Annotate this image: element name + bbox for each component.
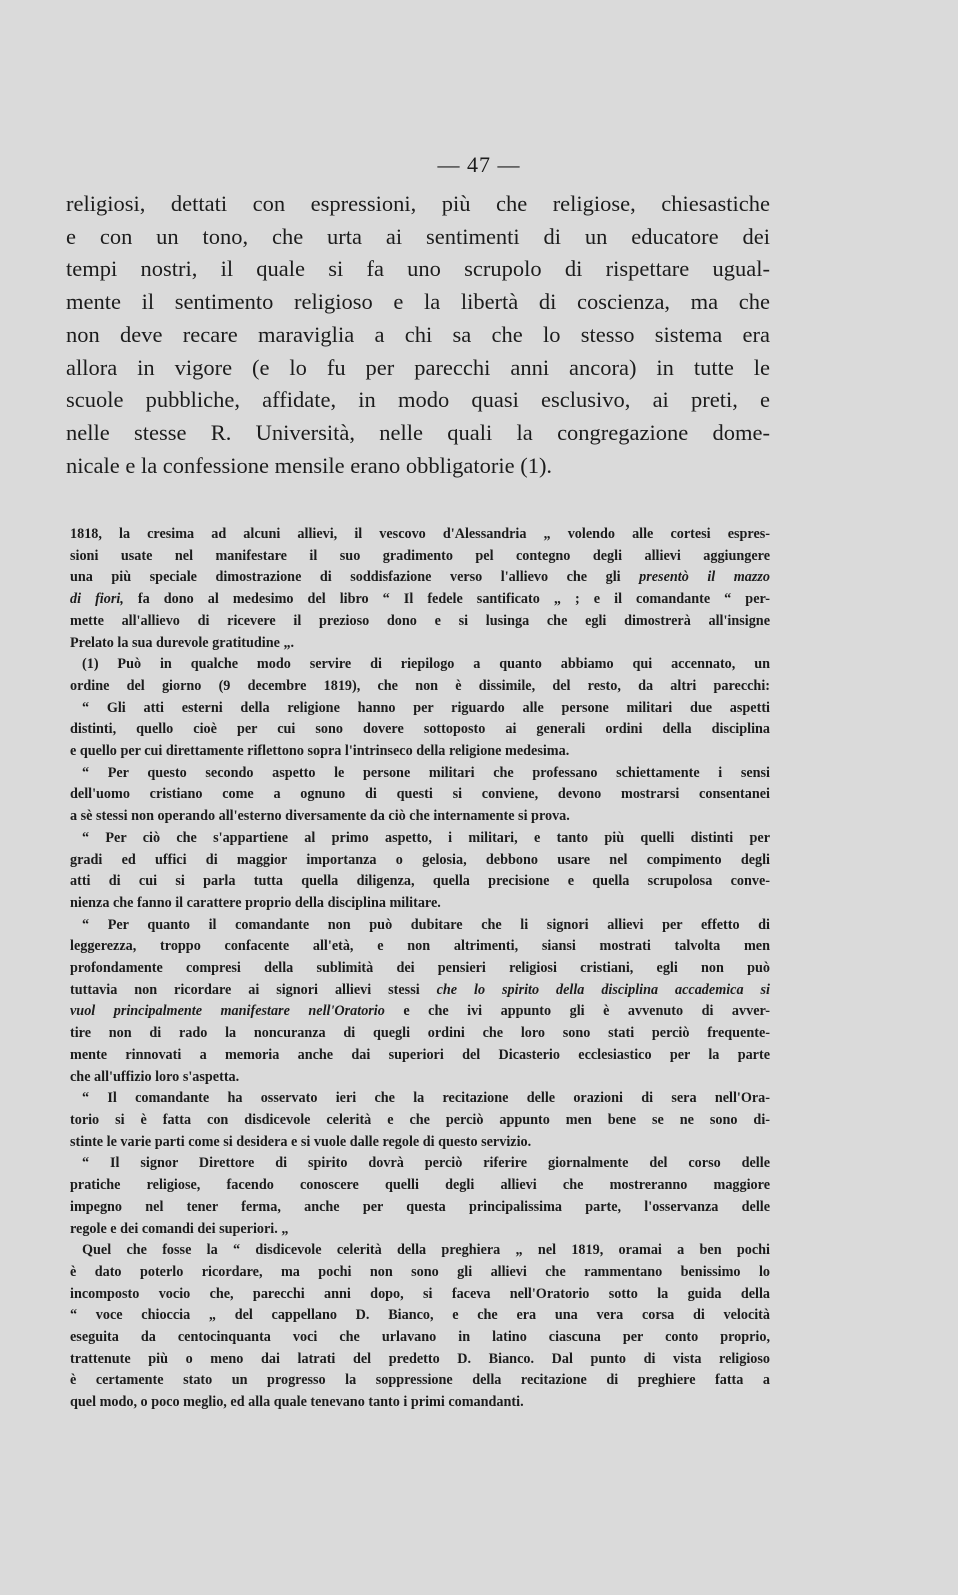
note-line: ordine del giorno (9 decembre 1819), che non è dissimile, del resto, da altri parecchi: <box>70 677 770 694</box>
footnote-1 <box>70 654 770 1414</box>
note-line: “ Per questo secondo aspetto le persone militari che professano schiettamente i sensi <box>82 764 770 781</box>
note-line: incomposto vocio che, parecchi anni dopo, si faceva nell'Oratorio sotto la guida della <box>70 1285 770 1302</box>
note-line: tire non di rado la noncuranza di quegli ordini che loro sono stati perciò frequente- <box>70 1025 770 1042</box>
note-line: torio si è fatta con disdicevole celerità e che perciò appunto men bene se ne sono di- <box>70 1111 770 1128</box>
footnote-continuation <box>70 524 770 654</box>
note-line: Quel che fosse la “ disdicevole celerità della preghiera „ nel 1819, oramai a ben pochi <box>82 1242 770 1259</box>
main-line: allora in vigore (e lo fu per parecchi anni ancora) in tutte le <box>66 354 770 380</box>
note-line: “ Per quanto il comandante non può dubitare che li signori allievi per effetto di <box>82 916 770 933</box>
note-line: “ Il comandante ha osservato ieri che la recitazione delle orazioni di sera nell'Ora- <box>82 1090 770 1107</box>
note-line: (1) Può in qualche modo servire di riepilogo a quanto abbiamo qui accennato, un <box>82 656 770 673</box>
note-line: mette all'allievo di ricevere il prezioso dono e si lusinga che egli dimostrerà all'insigne <box>70 612 770 629</box>
note-line: è dato poterlo ricordare, ma pochi non sono gli allievi che rammentano benissimo lo <box>70 1263 770 1280</box>
note-italic-text: vuol principalmente manifestare nell'Oratorio <box>70 1003 385 1020</box>
note-text: tuttavia non ricordare ai signori allievi stessi <box>70 981 437 998</box>
note-line <box>70 980 770 1002</box>
note-line: dell'uomo cristiano come a ognuno di questi si conviene, devono mostrarsi consentanei <box>70 786 770 803</box>
footnotes <box>70 524 770 1414</box>
note-line: eseguita da centocinquanta voci che urlavano in latino ciascuna per conto proprio, <box>70 1329 770 1346</box>
note-line: quel modo, o poco meglio, ed alla quale tenevano tanto i primi comandanti. <box>70 1394 524 1411</box>
note-line: “ voce chioccia „ del cappellano D. Bianco, e che era una vera corsa di velocità <box>70 1307 770 1324</box>
main-line: nicale e la confessione mensile erano obbligatorie (1). <box>66 452 553 478</box>
note-line: a sè stessi non operando all'esterno diversamente da ciò che internamente si prova. <box>70 808 570 825</box>
main-line: non deve recare maraviglia a chi sa che lo stesso sistema era <box>66 321 770 347</box>
note-text: fa dono al medesimo del libro “ Il fedele santificato „ ; e il comandante “ per- <box>123 591 770 608</box>
note-line: mente rinnovati a memoria anche dai superiori del Dicasterio ecclesiastico per la parte <box>70 1046 770 1063</box>
note-line: stinte le varie parti come si desidera e si vuole dalle regole di questo servizio. <box>70 1133 532 1150</box>
note-line: e quello per cui direttamente riflettono sopra l'intrinseco della religione medesima. <box>70 743 570 760</box>
note-line: “ Gli atti esterni della religione hanno per riguardo alle persone militari due aspetti <box>82 699 770 716</box>
main-line: mente il sentimento religioso e la libertà di coscienza, ma che <box>66 289 770 315</box>
note-line: impegno nel tener ferma, anche per questa principalissima parte, l'osservanza delle <box>70 1198 770 1215</box>
note-line <box>70 589 770 611</box>
note-line: profondamente compresi della sublimità dei pensieri religiosi cristiani, egli non può <box>70 960 770 977</box>
note-line: trattenute più o meno dai latrati del predetto D. Bianco. Dal punto di vista religioso <box>70 1350 770 1367</box>
note-line: gradi ed uffici di maggior importanza o gelosia, debbono usare nel compimento degli <box>70 851 770 868</box>
note-italic-text: di fiori, <box>70 591 124 608</box>
note-line: distinti, quello cioè per cui sono dovere sottoposto ai generali ordini della disciplina <box>70 721 770 738</box>
note-line: 1818, la cresima ad alcuni allievi, il vescovo d'Alessandria „ volendo alle cortesi espres- <box>70 526 770 542</box>
note-line: leggerezza, troppo confacente all'età, e non altrimenti, siansi mostrati talvolta men <box>70 938 770 955</box>
note-text: una più speciale dimostrazione di soddisfazione verso l'allievo che gli <box>70 569 640 586</box>
page-number: — 47 — <box>437 152 521 177</box>
main-line: e con un tono, che urta ai sentimenti di un educatore dei <box>66 223 770 249</box>
note-line <box>70 567 770 589</box>
note-line: “ Il signor Direttore di spirito dovrà perciò riferire giornalmente del corso delle <box>82 1155 770 1172</box>
note-line: atti di cui si parla tutta quella diligenza, quella precisione e quella scrupolosa conve- <box>70 873 770 890</box>
note-line: sioni usate nel manifestare il suo gradimento pel contegno degli allievi aggiungere <box>70 547 770 564</box>
main-line: tempi nostri, il quale si fa uno scrupolo di rispettare ugual- <box>66 256 770 282</box>
note-line: è certamente stato un progresso la soppressione della recitazione di preghiere fatta a <box>70 1372 770 1389</box>
note-italic-text: presentò il mazzo <box>639 569 771 586</box>
main-paragraph <box>66 188 770 482</box>
note-line: regole e dei comandi dei superiori. „ <box>70 1220 289 1237</box>
note-line <box>70 1001 770 1023</box>
main-line: scuole pubbliche, affidate, in modo quasi esclusivo, ai preti, e <box>66 387 770 413</box>
main-line: religiosi, dettati con espressioni, più che religiose, chiesastiche <box>66 191 770 216</box>
main-text <box>66 188 770 482</box>
note-line: che all'uffizio loro s'aspetta. <box>70 1068 240 1085</box>
note-line: “ Per ciò che s'appartiene al primo aspetto, i militari, e tanto più quelli distinti per <box>82 829 770 846</box>
main-line: nelle stesse R. Università, nelle quali la congregazione dome- <box>66 419 770 445</box>
note-italic-text: che lo spirito della disciplina accademica si <box>436 981 770 998</box>
note-line: nienza che fanno il carattere proprio della disciplina militare. <box>70 894 441 911</box>
note-line: pratiche religiose, facendo conoscere quelli degli allievi che mostreranno maggiore <box>70 1177 770 1194</box>
note-text: e che ivi appunto gli è avvenuto di avver- <box>384 1003 770 1020</box>
note-line: Prelato la sua durevole gratitudine „. <box>70 634 295 651</box>
